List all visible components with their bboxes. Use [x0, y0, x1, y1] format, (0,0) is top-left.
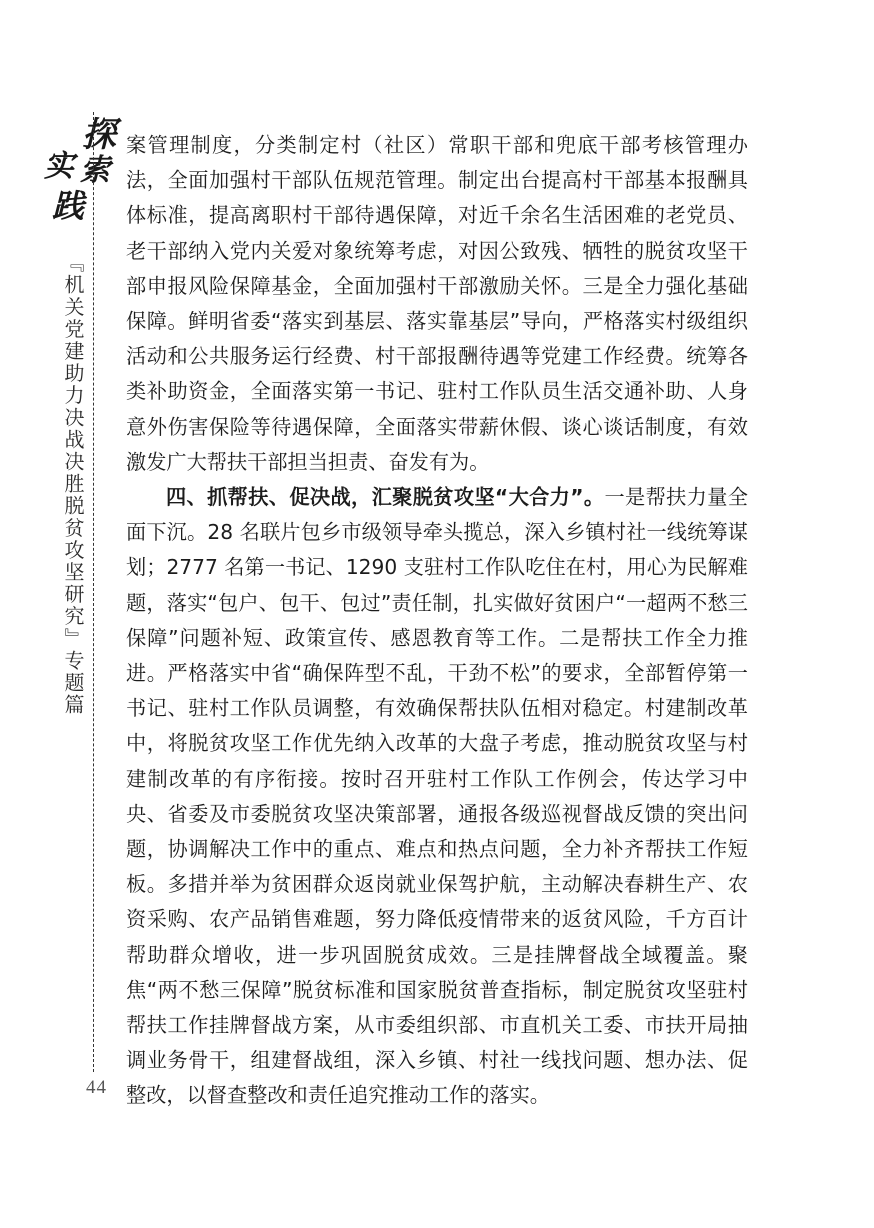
- logo-char-suo: 索: [80, 153, 110, 188]
- logo-char-shi: 实: [44, 149, 74, 184]
- logo-char-jian: 践: [52, 187, 85, 225]
- section-heading: 四、抓帮扶、促决战，汇聚脱贫攻坚“大合力”。: [166, 485, 605, 510]
- paragraph-section-4: [126, 480, 748, 1114]
- page-sidebar: [28, 112, 118, 1112]
- series-title: 『机关党建助力决战决胜脱贫攻坚研究』专题篇: [61, 252, 85, 717]
- body-text: [126, 128, 748, 1114]
- logo-char-tan: 探: [82, 115, 116, 155]
- section-body: 一是帮扶力量全面下沉。28 名联片包乡市级领导牵头揽总，深入乡镇村社一线统筹谋划；2777 名第一书记、1290 支驻村工作队吃住在村，用心为民解难题，落实“包户、包干、包过”责任制，扎实做好贫困户“一超两不愁三保障”问题补短、政策宣传、感恩教育等工作。二是帮扶工作全力推进。严格落实中省“确保阵型不乱，干劲不松”的要求，全部暂停第一书记、驻村工作队员调整，有效确保帮扶队伍相对稳定。村建制改革中，将脱贫攻坚工作优先纳入改革的大盘子考虑，推动脱贫攻坚与村建制改革的有序衔接。按时召开驻村工作队工作例会，传达学习中央、省委及市委脱贫攻坚决策部署，通报各级巡视督战反馈的突出问题，协调解决工作中的重点、难点和热点问题，全力补齐帮扶工作短板。多措并举为贫困群众返岗就业保驾护航，主动解决春耕生产、农资采购、农产品销售难题，努力降低疫情带来的返贫风险，千方百计帮助群众增收，进一步巩固脱贫成效。三是挂牌督战全域覆盖。聚焦“两不愁三保障”脱贫标准和国家脱贫普查指标，制定脱贫攻坚驻村帮扶工作挂牌督战方案，从市委组织部、市直机关工委、市扶开局抽调业务骨干，组建督战组，深入乡镇、村社一线找问题、想办法、促整改，以督查整改和责任追究推动工作的落实。: [126, 485, 748, 1108]
- sidebar-divider: [93, 112, 94, 1072]
- page-number: 44: [86, 1077, 107, 1098]
- series-logo: [36, 112, 120, 232]
- paragraph-continued: 案管理制度，分类制定村（社区）常职干部和兜底干部考核管理办法，全面加强村干部队伍规范管理。制定出台提高村干部基本报酬具体标准，提高离职村干部待遇保障，对近千余名生活困难的老党员、老干部纳入党内关爱对象统筹考虑，对因公致残、牺牲的脱贫攻坚干部申报风险保障基金，全面加强村干部激励关怀。三是全力强化基础保障。鲜明省委“落实到基层、落实靠基层”导向，严格落实村级组织活动和公共服务运行经费、村干部报酬待遇等党建工作经费。统筹各类补助资金，全面落实第一书记、驻村工作队员生活交通补助、人身意外伤害保险等待遇保障，全面落实带薪休假、谈心谈话制度，有效激发广大帮扶干部担当担责、奋发有为。: [126, 133, 748, 474]
